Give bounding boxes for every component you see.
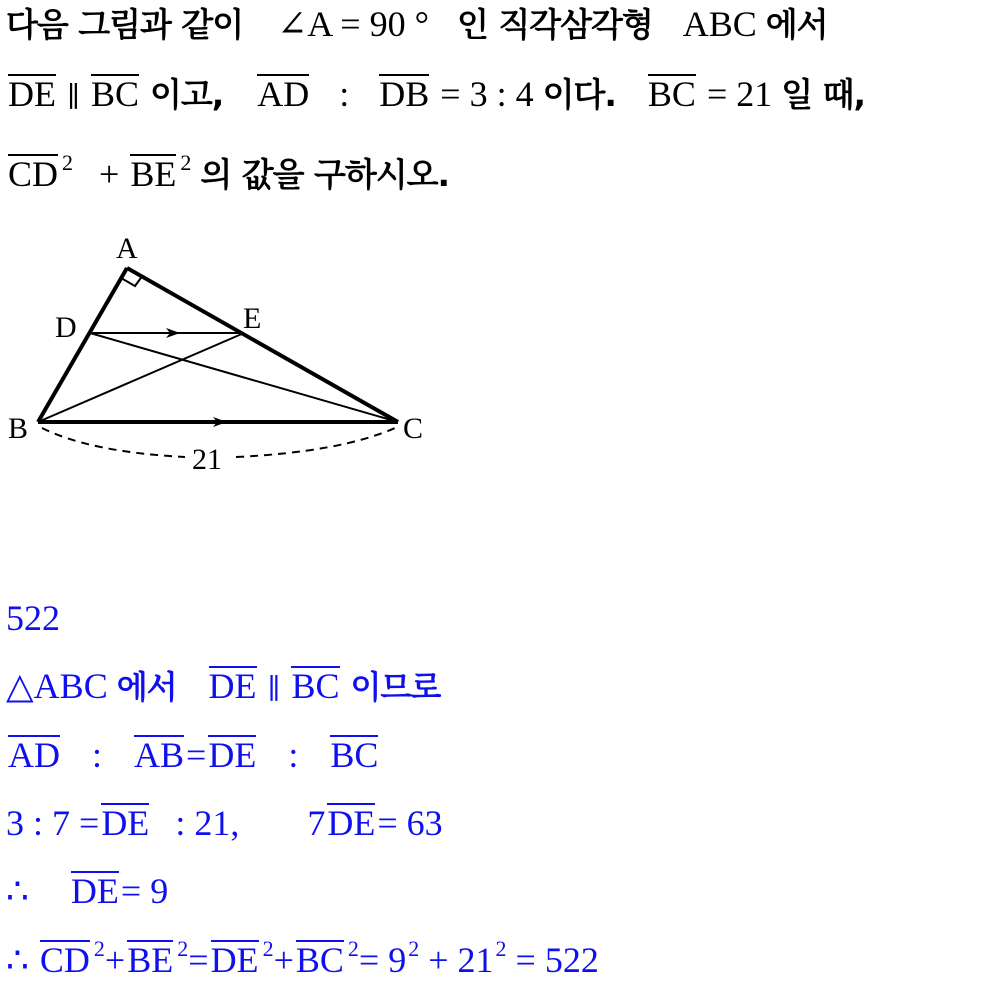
solution-text: 이므로	[350, 668, 441, 706]
segment-bc: BC	[295, 940, 344, 980]
segment-be: BE	[130, 154, 177, 194]
side-ac	[127, 268, 398, 422]
problem-text: 에서	[765, 5, 828, 44]
solution-line-2	[6, 733, 380, 777]
label-e: E	[243, 302, 262, 335]
segment-cd: CD	[39, 940, 90, 980]
segment-de: DE	[70, 871, 119, 911]
segment-de: DE	[101, 803, 150, 843]
segment-ab: AB	[134, 735, 185, 775]
problem-line-1	[6, 2, 828, 47]
length-value: = 21	[706, 74, 773, 114]
segment-de: DE	[8, 74, 56, 114]
final-result: = 522	[515, 940, 599, 980]
segment-ad: AD	[8, 735, 60, 775]
segment-de: DE	[208, 666, 257, 706]
solution-text: 에서	[116, 668, 177, 706]
exponent: 2	[347, 936, 359, 961]
solution-line-3	[6, 801, 443, 845]
problem-text: 일 때,	[781, 75, 866, 114]
answer-value: 522	[6, 598, 60, 638]
segment-bc: BC	[291, 666, 340, 706]
solution-line-5	[6, 938, 599, 987]
equals: =	[186, 735, 207, 775]
length-arc-left	[42, 428, 185, 457]
problem-text: 인 직각삼각형	[457, 5, 653, 44]
angle-condition: ∠A = 90 °	[277, 4, 429, 44]
label-length: 21	[192, 443, 222, 476]
side-ab	[38, 268, 127, 422]
equals: =	[188, 940, 209, 980]
colon: :	[339, 74, 350, 114]
label-a: A	[116, 232, 138, 265]
label-d: D	[55, 311, 77, 344]
calc: + 21	[428, 940, 494, 980]
problem-line-2	[6, 72, 865, 120]
segment-dc-line	[90, 333, 398, 422]
result: = 9	[120, 871, 169, 911]
problem-text: 의 값을 구하시오.	[200, 155, 450, 194]
therefore-symbol: ∴	[6, 940, 29, 980]
colon: :	[92, 735, 103, 775]
segment-cd: CD	[8, 154, 59, 194]
calc: = 9	[358, 940, 407, 980]
result: = 63	[377, 803, 443, 843]
ratio-value: = 3 : 4	[440, 74, 534, 114]
segment-bc: BC	[330, 735, 379, 775]
parallel-symbol: ∥	[267, 674, 281, 705]
exponent: 2	[262, 936, 274, 961]
parallel-symbol: ∥	[67, 82, 80, 113]
exponent: 2	[177, 936, 189, 961]
colon: :	[288, 735, 299, 775]
exponent: 2	[93, 936, 105, 961]
exponent: 2	[180, 150, 192, 175]
therefore-symbol: ∴	[6, 871, 29, 911]
problem-text: 이다.	[542, 75, 616, 114]
plus-sign: +	[99, 154, 120, 194]
triangle-figure	[0, 220, 440, 480]
triangle-name: △ABC	[6, 666, 108, 706]
label-c: C	[403, 412, 424, 445]
exponent: 2	[408, 936, 420, 961]
problem-line-3	[6, 152, 449, 201]
segment-db: DB	[379, 74, 430, 114]
coefficient: 7	[307, 803, 326, 843]
solution-line-1	[6, 664, 440, 712]
length-arc-right	[236, 428, 395, 457]
segment-de: DE	[327, 803, 376, 843]
exponent: 2	[495, 936, 507, 961]
segment-de: DE	[210, 940, 259, 980]
segment-be: BE	[127, 940, 174, 980]
triangle-name: ABC	[682, 4, 757, 44]
plus-sign: +	[273, 940, 294, 980]
segment-ad: AD	[257, 74, 310, 114]
solution-line-4	[6, 869, 168, 913]
segment-bc: BC	[90, 74, 139, 114]
segment-de: DE	[208, 735, 257, 775]
segment-bc: BC	[647, 74, 696, 114]
segment-be-line	[38, 333, 244, 422]
plus-sign: +	[104, 940, 126, 980]
label-b: B	[8, 412, 29, 445]
problem-text: 이고,	[149, 75, 224, 114]
ratio-expression: : 21,	[175, 803, 240, 843]
ratio-expression: 3 : 7 =	[6, 803, 100, 843]
exponent: 2	[62, 150, 74, 175]
problem-text: 다음 그림과 같이	[6, 5, 244, 44]
answer	[6, 596, 60, 640]
